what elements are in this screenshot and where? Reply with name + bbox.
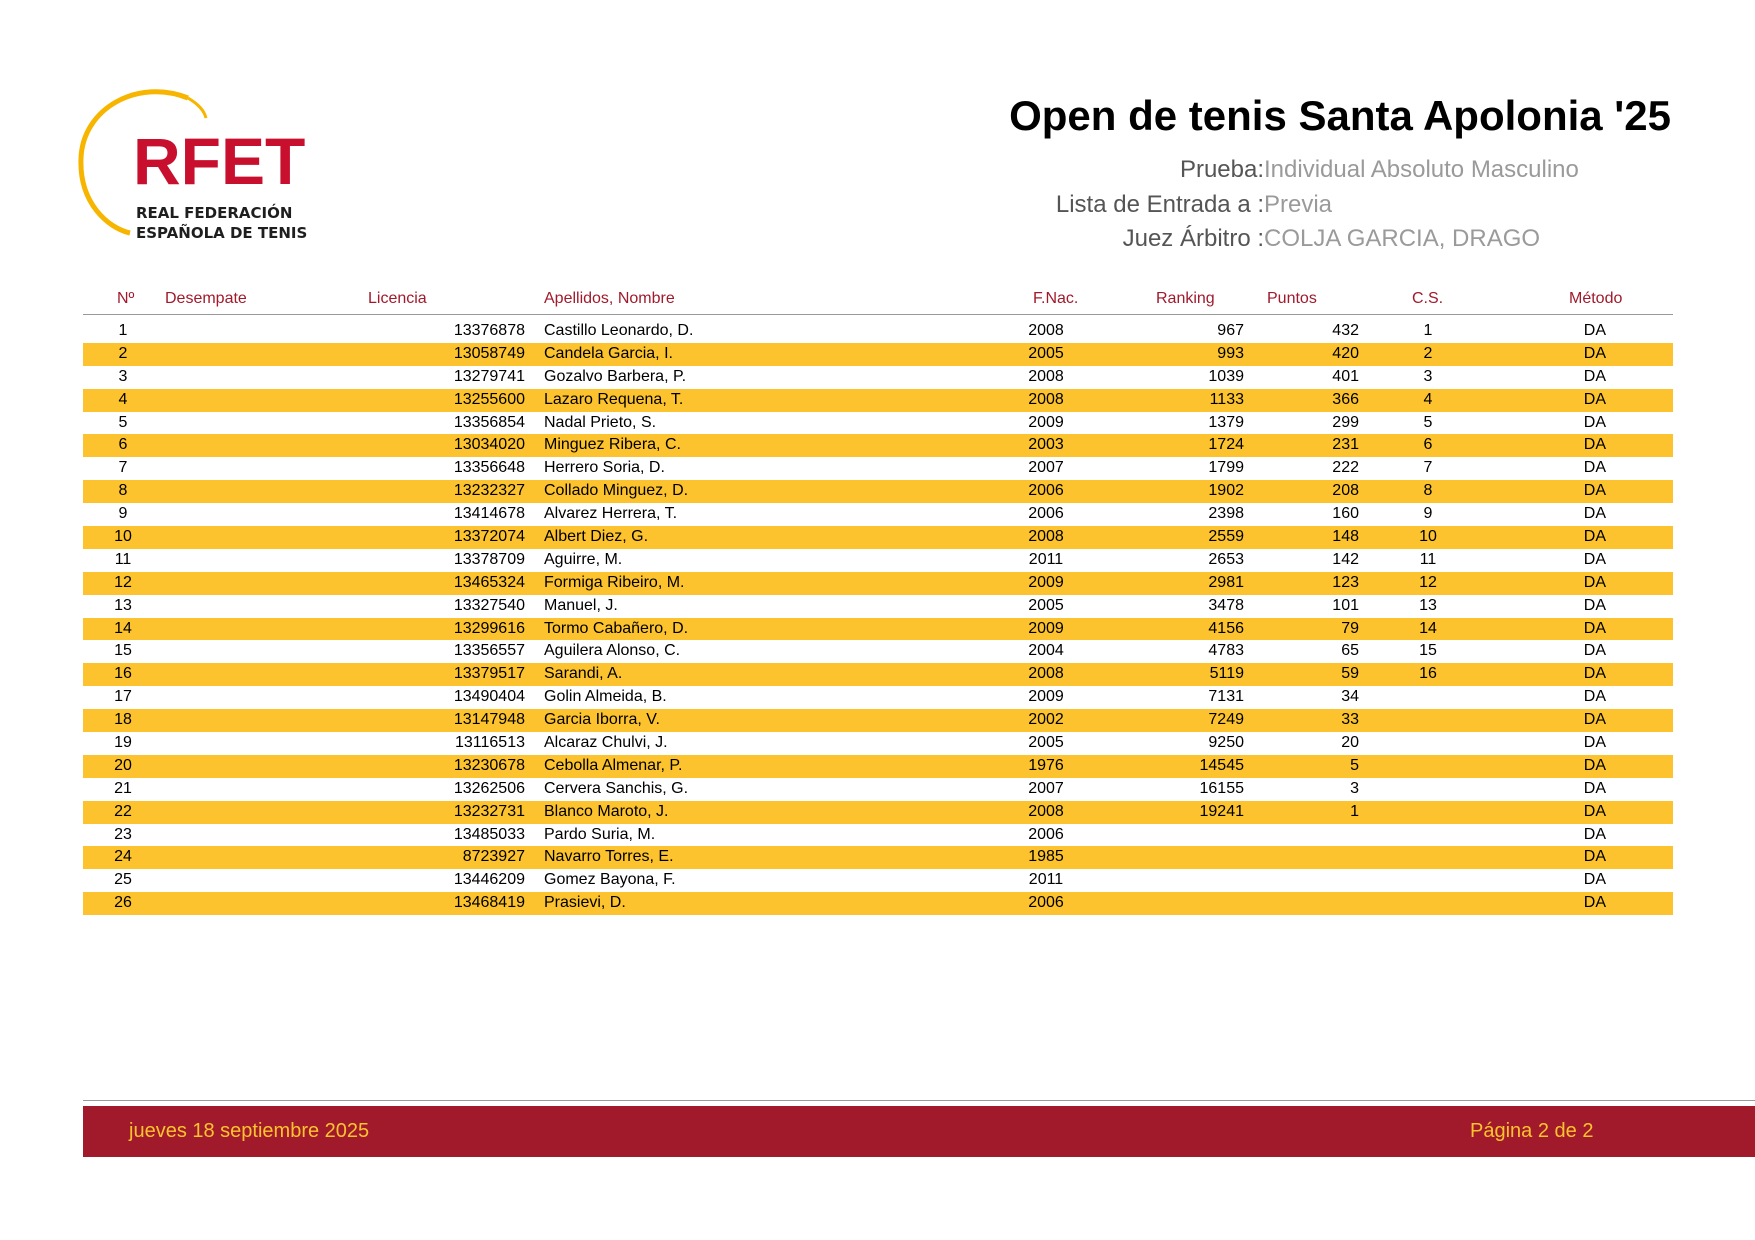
- cell-ranking: 2559: [1208, 528, 1244, 546]
- table-row: [83, 709, 1673, 732]
- cell-nombre: Lazaro Requena, T.: [544, 390, 684, 408]
- cell-ranking: 3478: [1208, 596, 1244, 614]
- juez-value: COLJA GARCIA, DRAGO: [1264, 225, 1541, 252]
- cell-num: 5: [118, 413, 128, 431]
- logo-subtitle-2: ESPAÑOLA DE TENIS: [136, 224, 308, 242]
- cell-fnac: 2008: [1028, 390, 1064, 408]
- table-row: [83, 526, 1673, 549]
- cell-ranking: 1724: [1208, 436, 1244, 454]
- cell-fnac: 2008: [1028, 665, 1064, 683]
- cell-cs: 10: [1419, 528, 1437, 546]
- cell-licencia: 13232731: [453, 802, 525, 820]
- cell-nombre: Sarandi, A.: [544, 665, 623, 683]
- cell-metodo: DA: [1583, 688, 1606, 706]
- table-row: [83, 480, 1673, 503]
- cell-metodo: DA: [1583, 322, 1606, 339]
- cell-num: 7: [118, 459, 128, 477]
- cell-num: 21: [114, 779, 132, 797]
- cell-licencia: 13299616: [453, 619, 525, 637]
- cell-nombre: Minguez Ribera, C.: [544, 436, 681, 454]
- table-row: [83, 618, 1673, 641]
- cell-cs: 8: [1423, 482, 1433, 500]
- cell-ranking: 16155: [1199, 779, 1244, 797]
- table-row: [83, 549, 1673, 572]
- cell-nombre: Gomez Bayona, F.: [544, 871, 676, 889]
- cell-metodo: DA: [1583, 482, 1606, 500]
- cell-nombre: Pardo Suria, M.: [544, 825, 656, 843]
- cell-metodo: DA: [1583, 413, 1606, 431]
- cell-num: 19: [114, 734, 132, 752]
- cell-nombre: Tormo Cabañero, D.: [544, 619, 689, 637]
- cell-num: 24: [114, 848, 132, 866]
- entry-list: [83, 320, 1673, 915]
- cell-num: 2: [118, 344, 128, 362]
- cell-metodo: DA: [1583, 779, 1606, 797]
- footer-page-number: Página 2 de 2: [1470, 1120, 1594, 1142]
- footer-bar: [83, 1106, 1755, 1157]
- col-cs: C.S.: [1412, 290, 1444, 307]
- cell-puntos: 222: [1332, 459, 1359, 477]
- cell-num: 8: [118, 482, 128, 500]
- cell-puntos: 33: [1341, 711, 1359, 729]
- rfet-logo-graphic: [78, 88, 328, 258]
- col-nombre: Apellidos, Nombre: [544, 290, 675, 307]
- cell-nombre: Cervera Sanchis, G.: [544, 779, 689, 797]
- col-ranking: Ranking: [1156, 290, 1215, 307]
- cell-ranking: 1039: [1208, 367, 1244, 385]
- col-fnac: F.Nac.: [1033, 290, 1079, 307]
- cell-puntos: 79: [1341, 619, 1359, 637]
- cell-fnac: 2009: [1028, 688, 1064, 706]
- cell-puntos: 208: [1332, 482, 1359, 500]
- table-row: [83, 824, 1673, 847]
- table-row: [83, 869, 1673, 892]
- cell-nombre: Prasievi, D.: [544, 894, 626, 912]
- cell-ranking: 7131: [1208, 688, 1244, 706]
- cell-licencia: 13034020: [453, 436, 525, 454]
- cell-licencia: 13147948: [453, 711, 525, 729]
- cell-nombre: Albert Diez, G.: [544, 528, 649, 546]
- cell-licencia: 13230678: [453, 756, 525, 774]
- cell-fnac: 2006: [1028, 894, 1064, 912]
- cell-nombre: Cebolla Almenar, P.: [544, 756, 683, 774]
- col-licencia: Licencia: [368, 290, 427, 307]
- cell-metodo: DA: [1583, 734, 1606, 752]
- cell-ranking: 9250: [1208, 734, 1244, 752]
- cell-num: 22: [114, 802, 132, 820]
- cell-puntos: 34: [1341, 688, 1359, 706]
- cell-num: 3: [118, 367, 128, 385]
- cell-fnac: 2005: [1028, 596, 1064, 614]
- cell-ranking: 5119: [1209, 665, 1244, 683]
- cell-licencia: 13465324: [453, 573, 525, 591]
- cell-fnac: 2006: [1028, 825, 1064, 843]
- cell-metodo: DA: [1583, 528, 1606, 546]
- cell-nombre: Castillo Leonardo, D.: [544, 322, 694, 339]
- logo-subtitle-1: REAL FEDERACIÓN: [136, 204, 293, 222]
- cell-ranking: 2981: [1208, 573, 1244, 591]
- cell-licencia: 13232327: [453, 482, 525, 500]
- cell-metodo: DA: [1583, 505, 1606, 523]
- col-desempate: Desempate: [165, 290, 247, 307]
- cell-cs: 13: [1419, 596, 1437, 614]
- cell-num: 13: [114, 596, 132, 614]
- cell-fnac: 2006: [1028, 482, 1064, 500]
- cell-num: 1: [118, 322, 128, 339]
- cell-fnac: 2011: [1028, 550, 1064, 568]
- table-row: [83, 320, 1673, 343]
- cell-cs: 2: [1423, 344, 1433, 362]
- cell-licencia: 13446209: [453, 871, 525, 889]
- cell-cs: 14: [1419, 619, 1437, 637]
- cell-metodo: DA: [1583, 711, 1606, 729]
- cell-metodo: DA: [1583, 344, 1606, 362]
- cell-num: 17: [114, 688, 132, 706]
- footer-date: jueves 18 septiembre 2025: [129, 1120, 370, 1142]
- cell-metodo: DA: [1583, 665, 1606, 683]
- cell-cs: 5: [1423, 413, 1433, 431]
- cell-num: 12: [114, 573, 132, 591]
- cell-metodo: DA: [1583, 848, 1606, 866]
- cell-licencia: 13490404: [453, 688, 525, 706]
- cell-metodo: DA: [1583, 459, 1606, 477]
- cell-puntos: 20: [1341, 734, 1359, 752]
- cell-licencia: 13356854: [453, 413, 525, 431]
- table-row: [83, 572, 1673, 595]
- tournament-title: Open de tenis Santa Apolonia '25: [1009, 92, 1671, 139]
- cell-num: 20: [114, 756, 132, 774]
- table-row: [83, 366, 1673, 389]
- cell-metodo: DA: [1583, 825, 1606, 843]
- cell-puntos: 142: [1332, 550, 1359, 568]
- cell-num: 25: [114, 871, 132, 889]
- cell-licencia: 13379517: [453, 665, 525, 683]
- cell-ranking: 2653: [1208, 550, 1244, 568]
- cell-licencia: 13279741: [453, 367, 525, 385]
- table-row: [83, 801, 1673, 824]
- table-header: [83, 290, 1673, 315]
- cell-num: 6: [118, 436, 128, 454]
- cell-num: 14: [114, 619, 132, 637]
- cell-licencia: 13116513: [455, 734, 525, 752]
- rfet-logo: [78, 88, 328, 258]
- cell-cs: 16: [1419, 665, 1437, 683]
- cell-nombre: Nadal Prieto, S.: [544, 413, 657, 431]
- cell-puntos: 101: [1332, 596, 1359, 614]
- cell-puntos: 5: [1350, 756, 1359, 774]
- lista-row: [900, 191, 1700, 223]
- cell-fnac: 2002: [1028, 711, 1064, 729]
- cell-fnac: 1985: [1028, 848, 1064, 866]
- cell-puntos: 420: [1332, 344, 1359, 362]
- cell-ranking: 14545: [1199, 756, 1244, 774]
- table-row: [83, 595, 1673, 618]
- cell-licencia: 13255600: [453, 390, 525, 408]
- cell-nombre: Golin Almeida, B.: [544, 688, 667, 706]
- cell-ranking: 993: [1217, 344, 1244, 362]
- cell-num: 10: [114, 528, 132, 546]
- cell-metodo: DA: [1583, 436, 1606, 454]
- cell-fnac: 2005: [1028, 734, 1064, 752]
- cell-fnac: 2007: [1028, 459, 1064, 477]
- cell-fnac: 2009: [1028, 413, 1064, 431]
- table-row: [83, 640, 1673, 663]
- prueba-row: [900, 156, 1700, 188]
- cell-num: 9: [118, 505, 128, 523]
- cell-metodo: DA: [1583, 871, 1606, 889]
- table-row: [83, 457, 1673, 480]
- cell-fnac: 2003: [1028, 436, 1064, 454]
- cell-nombre: Herrero Soria, D.: [544, 459, 665, 477]
- cell-nombre: Gozalvo Barbera, P.: [544, 367, 687, 385]
- cell-cs: 11: [1419, 550, 1437, 568]
- cell-metodo: DA: [1583, 642, 1606, 660]
- cell-ranking: 2398: [1208, 505, 1244, 523]
- cell-puntos: 3: [1350, 779, 1359, 797]
- cell-nombre: Aguirre, M.: [544, 550, 623, 568]
- cell-nombre: Alvarez Herrera, T.: [544, 505, 678, 523]
- lista-value: Previa: [1264, 191, 1333, 218]
- cell-metodo: DA: [1583, 756, 1606, 774]
- cell-nombre: Candela Garcia, I.: [544, 344, 673, 362]
- cell-licencia: 13485033: [453, 825, 525, 843]
- cell-nombre: Manuel, J.: [544, 596, 618, 614]
- cell-nombre: Formiga Ribeiro, M.: [544, 573, 685, 591]
- cell-num: 23: [114, 825, 132, 843]
- cell-fnac: 2007: [1028, 779, 1064, 797]
- cell-num: 4: [118, 390, 128, 408]
- cell-cs: 7: [1423, 459, 1433, 477]
- cell-ranking: 7249: [1208, 711, 1244, 729]
- cell-licencia: 13356557: [453, 642, 525, 660]
- footer-divider: [83, 1100, 1755, 1101]
- cell-cs: 3: [1423, 367, 1433, 385]
- cell-nombre: Collado Minguez, D.: [544, 482, 689, 500]
- cell-ranking: 4156: [1208, 619, 1244, 637]
- cell-fnac: 2006: [1028, 505, 1064, 523]
- juez-row: [900, 225, 1700, 257]
- cell-fnac: 2008: [1028, 367, 1064, 385]
- table-row: [83, 846, 1673, 869]
- cell-num: 18: [114, 711, 132, 729]
- cell-licencia: 13468419: [453, 894, 525, 912]
- table-row: [83, 686, 1673, 709]
- cell-puntos: 59: [1341, 665, 1359, 683]
- col-num: Nº: [117, 290, 135, 307]
- cell-metodo: DA: [1583, 894, 1606, 912]
- cell-cs: 15: [1419, 642, 1437, 660]
- cell-fnac: 2008: [1028, 528, 1064, 546]
- table-row: [83, 412, 1673, 435]
- table-row: [83, 434, 1673, 457]
- cell-licencia: 13356648: [453, 459, 525, 477]
- cell-metodo: DA: [1583, 596, 1606, 614]
- col-metodo: Método: [1569, 290, 1623, 307]
- prueba-value: Individual Absoluto Masculino: [1264, 156, 1579, 183]
- cell-ranking: 19241: [1199, 802, 1244, 820]
- cell-num: 16: [114, 665, 132, 683]
- table-row: [83, 663, 1673, 686]
- cell-cs: 6: [1423, 436, 1433, 454]
- juez-label: Juez Árbitro :: [1122, 225, 1264, 252]
- cell-num: 15: [114, 642, 132, 660]
- cell-nombre: Blanco Maroto, J.: [544, 802, 669, 820]
- cell-nombre: Alcaraz Chulvi, J.: [544, 734, 668, 752]
- cell-licencia: 13376878: [453, 322, 525, 339]
- cell-metodo: DA: [1583, 367, 1606, 385]
- cell-ranking: 967: [1217, 322, 1244, 339]
- cell-puntos: 366: [1332, 390, 1359, 408]
- table-row: [83, 892, 1673, 915]
- cell-licencia: 13262506: [453, 779, 525, 797]
- cell-licencia: 13378709: [453, 550, 525, 568]
- cell-num: 11: [114, 550, 132, 568]
- cell-cs: 12: [1419, 573, 1437, 591]
- table-row: [83, 778, 1673, 801]
- cell-cs: 1: [1423, 322, 1433, 339]
- cell-puntos: 401: [1332, 367, 1359, 385]
- cell-licencia: 13327540: [453, 596, 525, 614]
- cell-ranking: 1799: [1208, 459, 1244, 477]
- cell-nombre: Navarro Torres, E.: [544, 848, 674, 866]
- cell-metodo: DA: [1583, 802, 1606, 820]
- cell-fnac: 2008: [1028, 322, 1064, 339]
- cell-puntos: 160: [1332, 505, 1359, 523]
- cell-metodo: DA: [1583, 573, 1606, 591]
- lista-label: Lista de Entrada a :: [1055, 191, 1264, 218]
- cell-puntos: 123: [1332, 573, 1359, 591]
- cell-metodo: DA: [1583, 390, 1606, 408]
- cell-metodo: DA: [1583, 550, 1606, 568]
- table-row: [83, 343, 1673, 366]
- table-row: [83, 389, 1673, 412]
- cell-licencia: 8723927: [462, 848, 525, 866]
- table-row: [83, 503, 1673, 526]
- cell-cs: 4: [1423, 390, 1433, 408]
- cell-nombre: Aguilera Alonso, C.: [544, 642, 681, 660]
- col-puntos: Puntos: [1267, 290, 1317, 307]
- cell-puntos: 1: [1350, 802, 1359, 820]
- cell-licencia: 13058749: [453, 344, 525, 362]
- prueba-label: Prueba:: [1179, 156, 1264, 183]
- cell-puntos: 432: [1332, 322, 1359, 339]
- cell-puntos: 299: [1332, 413, 1359, 431]
- cell-fnac: 2011: [1028, 871, 1064, 889]
- cell-puntos: 148: [1332, 528, 1359, 546]
- cell-fnac: 2004: [1028, 642, 1064, 660]
- cell-puntos: 65: [1341, 642, 1359, 660]
- cell-fnac: 2009: [1028, 619, 1064, 637]
- cell-metodo: DA: [1583, 619, 1606, 637]
- logo-name: RFET: [133, 124, 306, 198]
- cell-licencia: 13414678: [453, 505, 525, 523]
- cell-ranking: 1379: [1208, 413, 1244, 431]
- cell-licencia: 13372074: [453, 528, 525, 546]
- table-row: [83, 755, 1673, 778]
- cell-cs: 9: [1423, 505, 1433, 523]
- cell-ranking: 1133: [1209, 390, 1244, 408]
- cell-ranking: 4783: [1208, 642, 1244, 660]
- cell-fnac: 2005: [1028, 344, 1064, 362]
- cell-num: 26: [114, 894, 132, 912]
- cell-fnac: 2008: [1028, 802, 1064, 820]
- cell-puntos: 231: [1332, 436, 1359, 454]
- cell-nombre: Garcia Iborra, V.: [544, 711, 660, 729]
- cell-ranking: 1902: [1208, 482, 1244, 500]
- cell-fnac: 2009: [1028, 573, 1064, 591]
- cell-fnac: 1976: [1028, 756, 1064, 774]
- table-row: [83, 732, 1673, 755]
